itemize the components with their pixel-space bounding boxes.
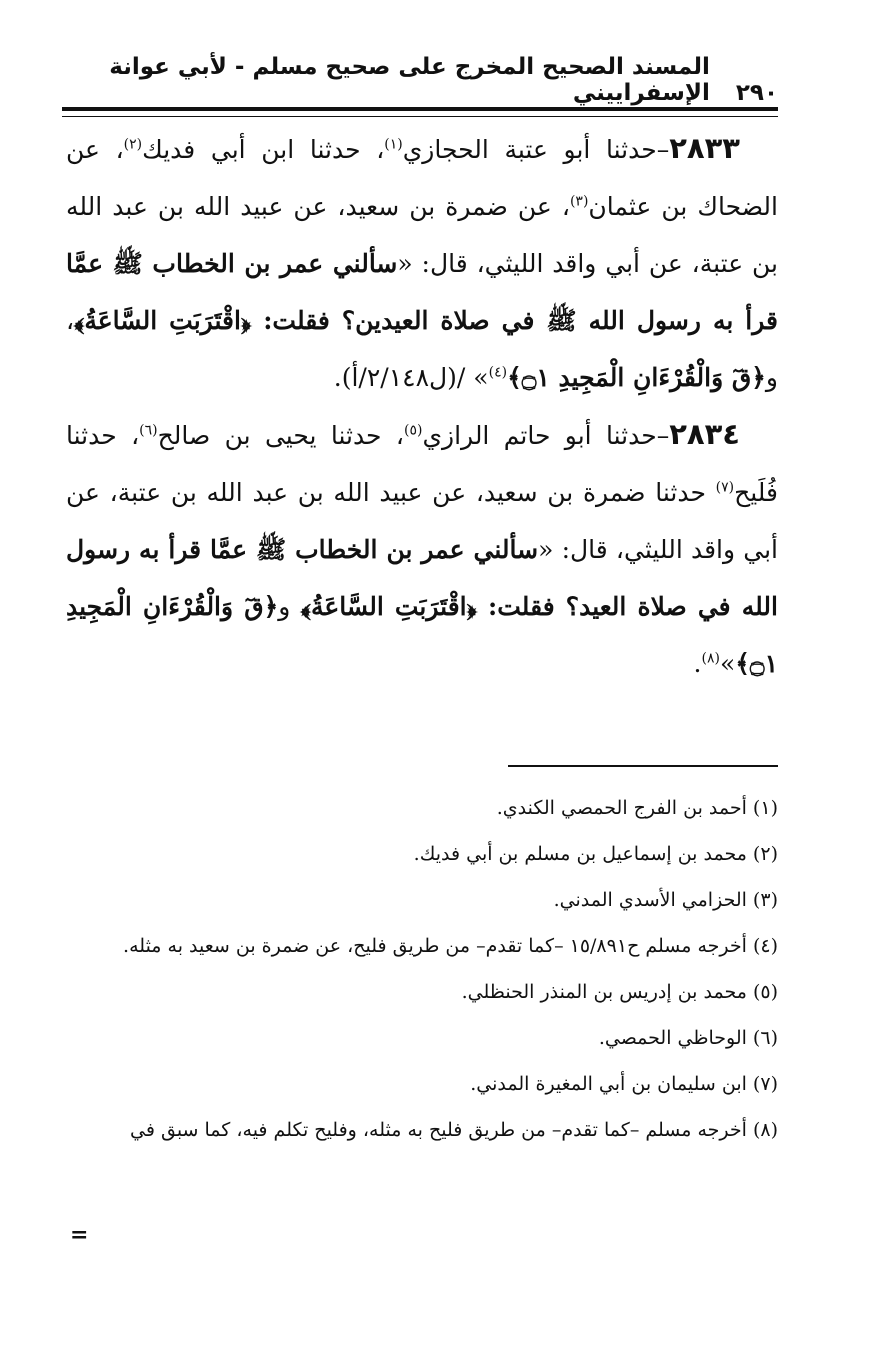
- footnotes: [66, 785, 778, 1153]
- footnote-5: (٥) محمد بن إدريس بن المنذر الحنظلي.: [461, 981, 778, 1003]
- hadith-2833: [66, 120, 778, 406]
- quran-verse: ﴿اقْتَرَبَتِ السَّاعَةُ﴾: [300, 592, 489, 621]
- footnote-6: (٦) الوحاظي الحمصي.: [598, 1027, 778, 1049]
- running-header: [62, 54, 778, 106]
- hadith-text: –حدثنا أبو عتبة الحجازي: [402, 135, 670, 164]
- hadith-matn: سألني عمر بن الخطاب ﷺ عمَّا قرأ به رسول الله في صلاة العيد؟ فقلت:: [66, 535, 778, 621]
- hadith-text: .: [693, 649, 702, 678]
- quran-verse: ﴿قٓ وَالْقُرْءَانِ الْمَجِيدِ ۝١﴾: [507, 363, 766, 392]
- hadith-matn: سألني عمر بن الخطاب ﷺ عمَّا قرأ به رسول الله ﷺ في صلاة العيدين؟ فقلت:: [66, 249, 779, 335]
- hadith-text: ، و: [66, 306, 778, 392]
- footnote-8: (٨) أخرجه مسلم –كما تقدم– من طريق فليح به مثله، وفليح تكلم فيه، كما سبق في: [130, 1119, 778, 1141]
- footnote-ref: (٦): [139, 422, 158, 439]
- footnote-4: (٤) أخرجه مسلم ح١٥/٨٩١ –كما تقدم– من طريق فليح، عن ضمرة بن سعيد به مثله.: [123, 935, 778, 957]
- hadith-text: ، عن ضمرة بن سعيد، عن عبيد الله بن عبد الله بن عتبة، عن أبي واقد الليثي، قال: «: [66, 192, 778, 278]
- footnote-ref: (٢): [123, 136, 143, 153]
- footnote-separator: [508, 765, 778, 767]
- continuation-mark: =: [70, 1222, 89, 1248]
- footnote-ref: (٣): [569, 193, 589, 210]
- hadith-number: ٢٨٣٣: [669, 131, 741, 165]
- footnote-ref: (٥): [403, 422, 423, 439]
- hadith-text: ، حدثنا يحيى بن صالح: [157, 421, 404, 450]
- hadith-text: و: [278, 592, 301, 621]
- footnote-ref: (٧): [715, 479, 735, 496]
- hadith-text: حدثنا ضمرة بن سعيد، عن عبيد الله بن عبد الله بن عتبة، عن أبي واقد الليثي، قال: «: [66, 478, 778, 564]
- main-text: [66, 120, 778, 692]
- quran-verse: ﴿قٓ وَالْقُرْءَانِ الْمَجِيدِ ۝١﴾: [66, 592, 778, 678]
- hadith-text: –حدثنا أبو حاتم الرازي: [422, 421, 670, 450]
- hadith-text: »: [719, 649, 736, 678]
- footnote-1: (١) أحمد بن الفرج الحمصي الكندي.: [496, 797, 778, 819]
- page-number: ٢٩٠: [735, 80, 778, 106]
- header-rule-thin: [62, 116, 778, 117]
- hadith-text: ، عن الضحاك بن عثمان: [66, 135, 778, 221]
- hadith-text: » /(ل٢/١٤٨/أ).: [333, 363, 489, 392]
- hadith-text: ، حدثنا ابن أبي فديك: [142, 135, 385, 164]
- footnote-7: (٧) ابن سليمان بن أبي المغيرة المدني.: [470, 1073, 778, 1095]
- footnote-3: (٣) الحزامي الأسدي المدني.: [553, 889, 778, 911]
- book-title: المسند الصحيح المخرج على صحيح مسلم - لأبي عوانة الإسفراييني: [109, 54, 710, 106]
- footnote-ref: (٨): [701, 650, 720, 667]
- footnote-2: (٢) محمد بن إسماعيل بن مسلم بن أبي فديك.: [413, 843, 778, 865]
- hadith-text: ، حدثنا فُلَيح: [66, 421, 778, 507]
- hadith-number: ٢٨٣٤: [669, 417, 741, 451]
- quran-verse: ﴿اقْتَرَبَتِ السَّاعَةُ﴾: [74, 306, 264, 335]
- header-rule-thick: [62, 107, 778, 111]
- footnote-ref: (٤): [488, 364, 508, 381]
- footnote-ref: (١): [384, 136, 403, 153]
- hadith-2834: [66, 406, 778, 692]
